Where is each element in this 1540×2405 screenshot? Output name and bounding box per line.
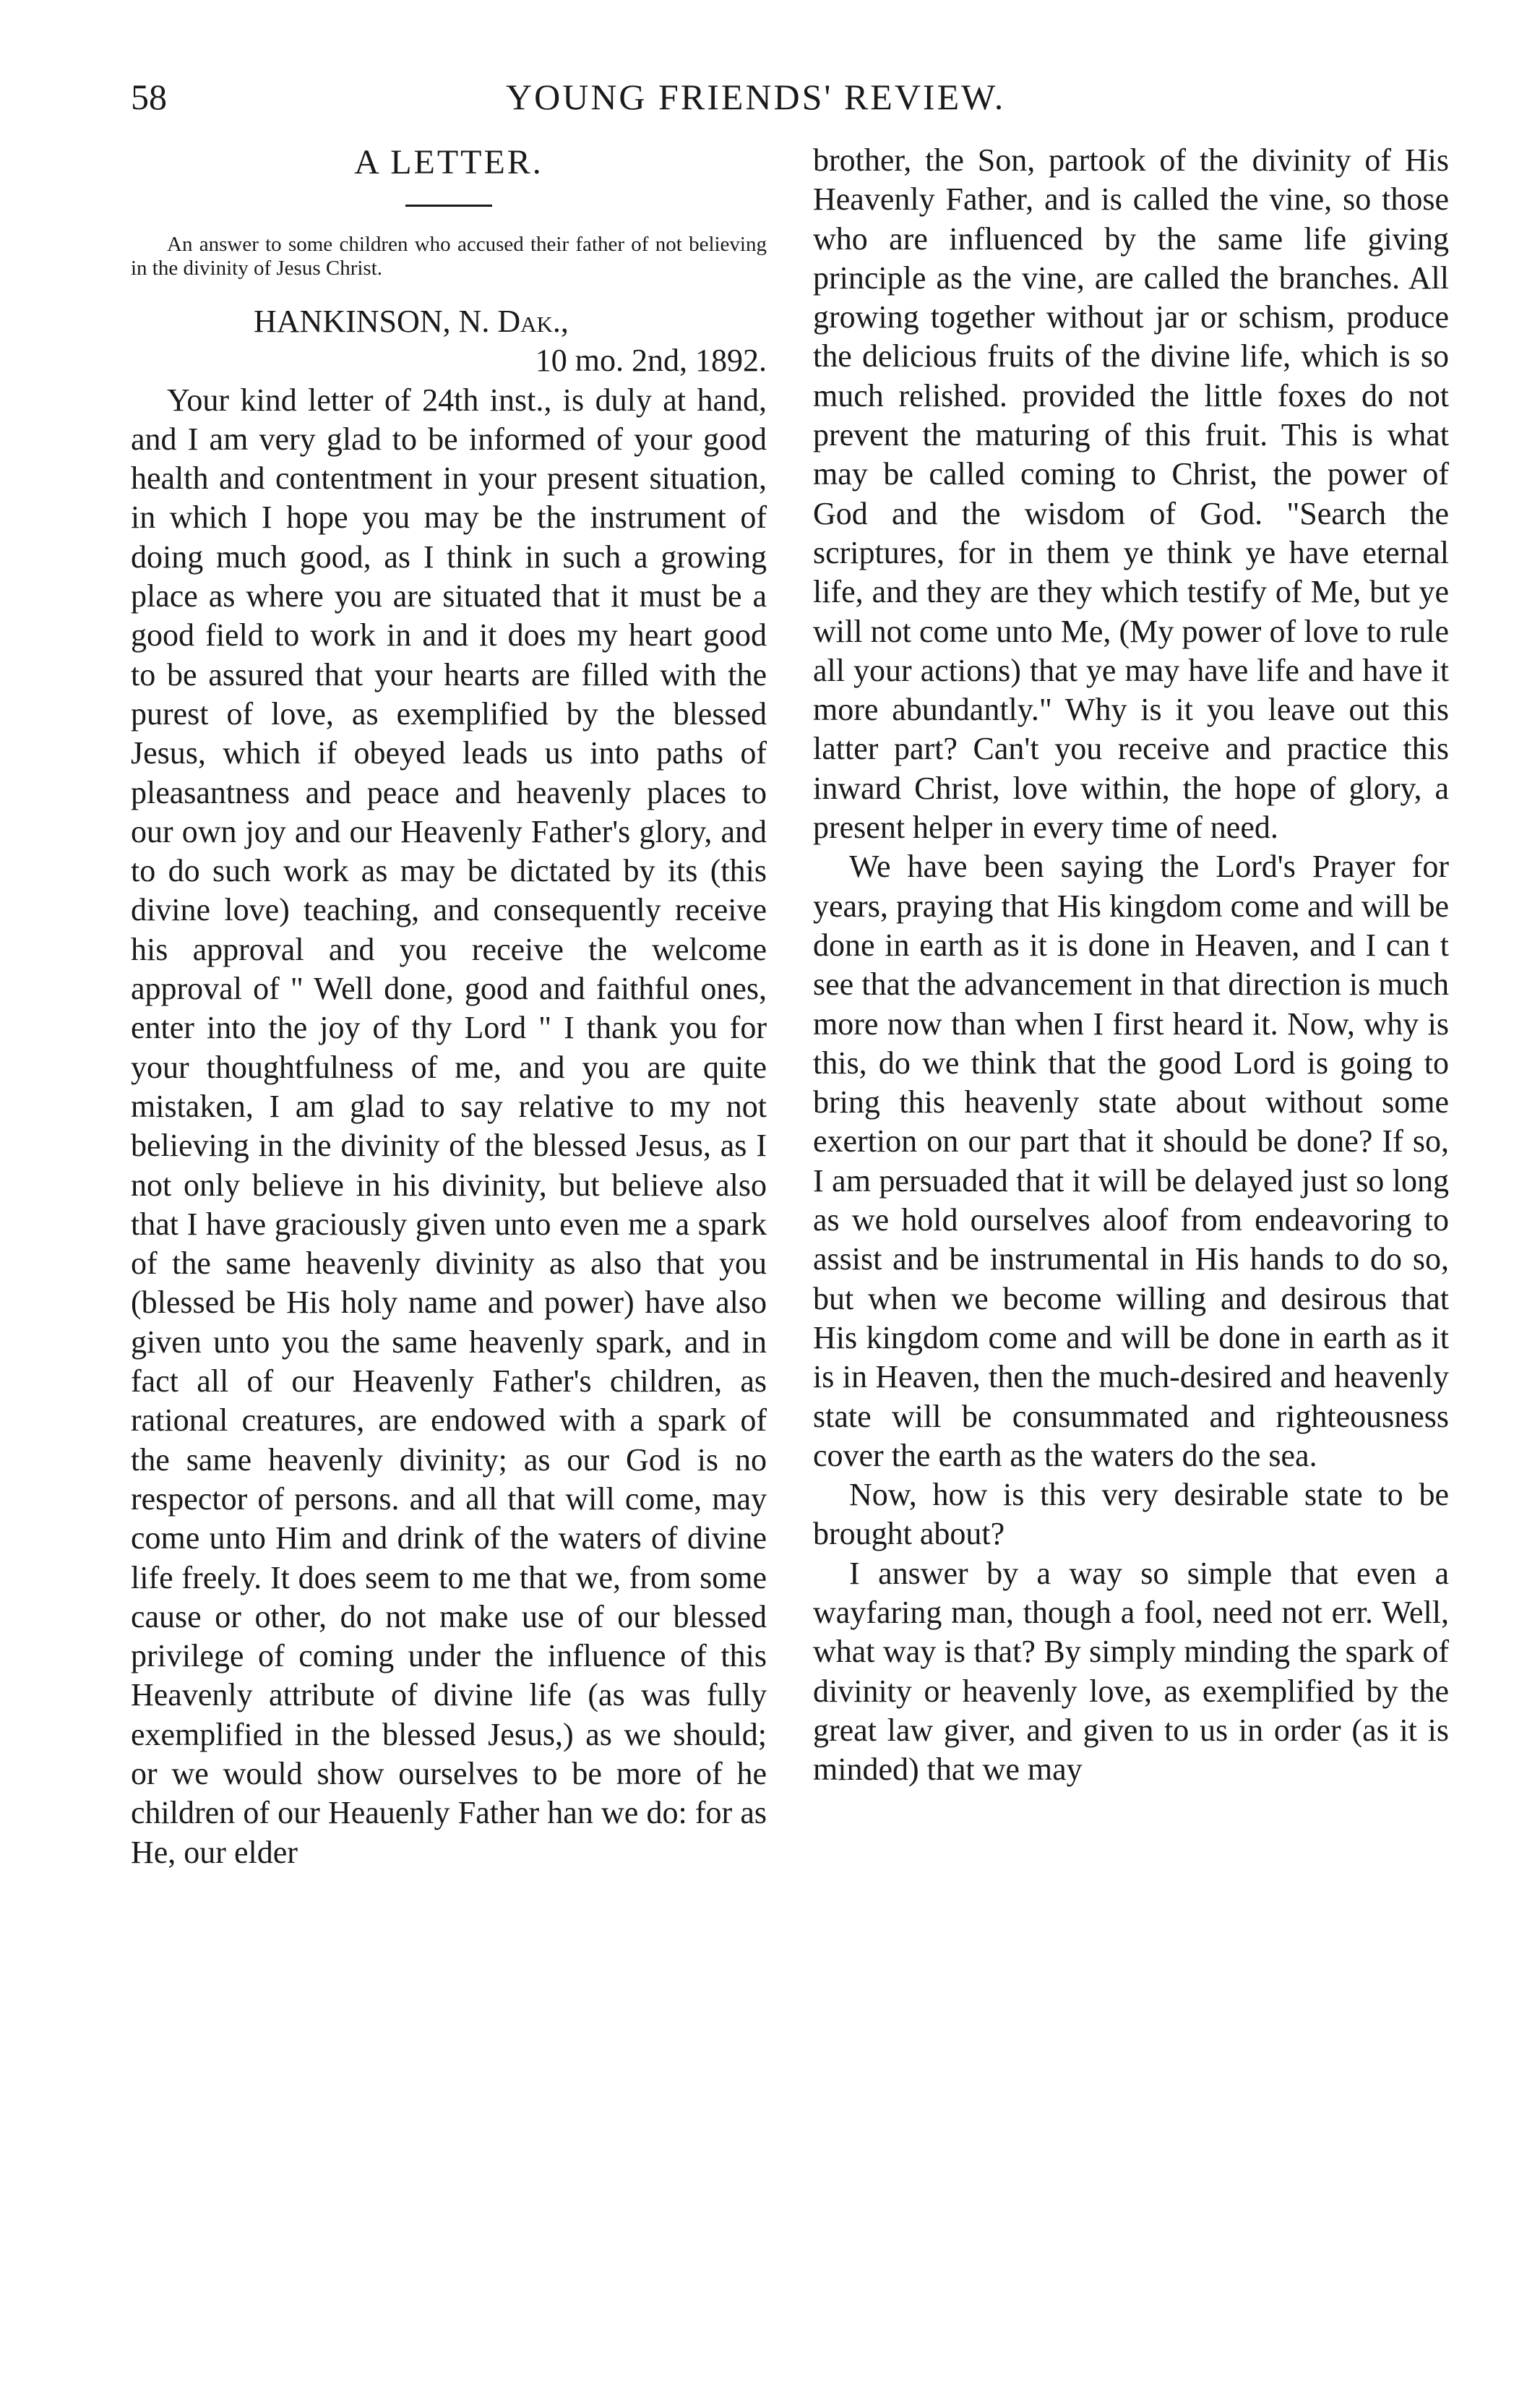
letter-place-text: HANKINSON, N. Dak., xyxy=(254,304,569,339)
letter-date: 10 mo. 2nd, 1892. xyxy=(535,343,767,379)
page-number: 58 xyxy=(131,77,167,117)
body-paragraph-right-3: Now, how is this very desirable state to be brought about? xyxy=(813,1477,1449,1552)
body-paragraph-right-4: I answer by a way so simple that even a wayfaring man, though a fool, need not err. Well, what way is that? By simply minding the spark of divinity or heavenly love, as exemplified by the great law giver, and given to us in order (as it is minded) that we may xyxy=(813,1555,1449,1788)
article-title: A LETTER. xyxy=(354,143,543,181)
article-subtitle: An answer to some children who accused their father of not believing in the divinity of Jesus Christ. xyxy=(131,233,767,280)
left-column xyxy=(131,141,767,1872)
running-title: YOUNG FRIENDS' REVIEW. xyxy=(506,77,1006,117)
title-rule xyxy=(405,205,492,207)
body-paragraph-left: Your kind letter of 24th inst., is duly at hand, and I am very glad to be informed of your good health and contentment in your present situation, in which I hope you may be the instrument of doing much good, as I think in such a growing place as where you are situated that it must be a good field to work in and it does my heart good to be assured that your hearts are filled with the purest of love, as exemplified by the blessed Jesus, which if obeyed leads us into paths of pleasantness and peace and heavenly places to our own joy and our Heavenly Father's glory, and to do such work as may be dictated by its (this divine love) teaching, and consequently receive his approval and you receive the welcome approval of " Well done, good and faithful ones, enter into the joy of thy Lord " I thank you for your thoughtfulness of me, and you are quite mistaken, I am glad to say relative to my not believing in the divinity of the blessed Jesus, as I not only believe in his divinity, but believe also that I have graciously given unto even me a spark of the same heavenly divinity as also that you (blessed be His holy name and power) have also given unto you the same heavenly spark, and in fact all of our Heavenly Father's children, as rational creatures, are endowed with a spark of the same heavenly divinity; as our God is no respector of persons. and all that will come, may come unto Him and drink of the waters of divine life freely. It does seem to me that we, from some cause or other, do not make use of our blessed privilege of coming under the influence of this Heavenly attribute of divine life (as was fully exemplified in the blessed Jesus,) as we should; or we would show ourselves to be more of he children of our Heauenly Father han we do: for as He, our elder xyxy=(131,382,767,1870)
body-paragraph-right-2: We have been saying the Lord's Prayer for years, praying that His kingdom come and will be done in earth as it is done in Heaven, and I can t see that the advancement in that direction is much more now than when I first heard it. Now, why is this, do we think that the good Lord is going to bring this heavenly state about without some exertion on our part that it should be done? If so, I am persuaded that it will be delayed just so long as we hold ourselves aloof from endeavoring to assist and be instrumental in His hands to do so, but when we become willing and desirous that His kingdom come and will be done in earth as it is in Heaven, then the much-desired and heavenly state will be consummated and righteousness cover the earth as the waters do the sea. xyxy=(813,849,1449,1473)
body-paragraph-right-1: brother, the Son, partook of the divinity of His Heavenly Father, and is called the vine, so those who are influenced by the same life giving principle as the vine, are called the branches. All growing together without jar or schism, produce the delicious fruits of the divine life, which is so much relished. provided the little foxes do not prevent the maturing of this fruit. This is what may be called coming to Christ, the power of God and the wisdom of God. "Search the scriptures, for in them ye think ye have eternal life, and they are they which testify of Me, but ye will not come unto Me, (My power of love to rule all your actions) that ye may have life and have it more abundantly." Why is it you leave out this latter part? Can't you receive and practice this inward Christ, love within, the hope of glory, a present helper in every time of need. xyxy=(813,142,1449,846)
right-column xyxy=(813,141,1449,1789)
letter-place xyxy=(131,302,767,341)
